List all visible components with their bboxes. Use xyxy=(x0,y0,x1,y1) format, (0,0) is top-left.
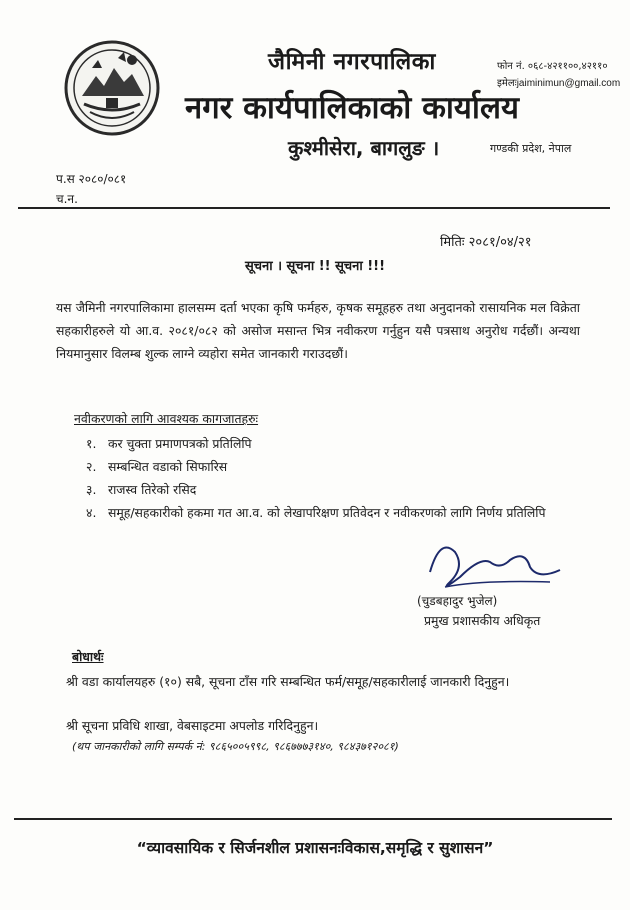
header-divider xyxy=(18,207,610,209)
footer-slogan: “व्यावसायिक र सिर्जनशील प्रशासनःविकास,समृद्धि र सुशासन” xyxy=(136,839,494,857)
list-item: ३. राजस्व तिरेको रसिद xyxy=(86,482,197,497)
letter-number: प.स २०८०/०८१ xyxy=(56,172,127,186)
reference-block xyxy=(56,169,126,209)
office-location: कुश्मीसेरा, बागलुङ । xyxy=(288,136,440,160)
list-item: ४. समूह/सहकारीको हकमा गत आ.व. को लेखापरिक्षण प्रतिवेदन र नवीकरणको लागि निर्णय प्रतिलिपि xyxy=(86,505,546,520)
notice-body: यस जैमिनी नगरपालिकामा हालसम्म दर्ता भएका कृषि फर्महरु, कृषक समूहहरु तथा अनुदानको रासायनिक मल विक्रेता सहकारीहरुले यो आ.व. २०८१/०८२ को असोज मसान्त भित्र नवीकरण गर्नुहुन यसै पत्रसाथ अनुरोध गर्दछौं। अन्यथा नियमानुसार विलम्ब शुल्क लाग्ने व्यहोरा समेत जानकारी गराउदछौं। xyxy=(56,300,580,361)
office-name: नगर कार्यपालिकाको कार्यालय xyxy=(185,90,519,126)
municipality-logo xyxy=(62,38,162,138)
letter-date: मितिः २०८१/०४/२१ xyxy=(440,235,532,250)
dispatch-number: च.न. xyxy=(56,192,78,206)
contact-block xyxy=(497,58,620,92)
footer-divider xyxy=(14,818,612,820)
province-label: गण्डकी प्रदेश, नेपाल xyxy=(490,142,572,155)
emblem-icon xyxy=(62,38,162,138)
email-address: इमेलःjaiminimun@gmail.com xyxy=(497,78,621,89)
signatory-name: (चुडबहादुर भुजेल) xyxy=(417,594,498,608)
cc-line-it: श्री सूचना प्रविधि शाखा, वेबसाइटमा अपलोड गरिदिनुहुन। xyxy=(66,718,319,733)
inquiry-contacts: (थप जानकारीको लागि सम्पर्क नं: ९८६५००५९९८, ९८६७७७३१४०, ९८४३७१२०८१) xyxy=(72,740,399,753)
cc-heading: बोधार्थः xyxy=(72,649,104,664)
phone-number: फोन नं. ०६८-४२११००,४२११० xyxy=(497,61,608,72)
list-item: २. सम्बन्धित वडाको सिफारिस xyxy=(86,459,228,474)
organization-name: जैमिनी नगरपालिका xyxy=(268,49,436,75)
cc-line-wards: श्री वडा कार्यालयहरु (१०) सबै, सूचना टाँस गरि सम्बन्धित फर्म/समूह/सहकारीलाई जानकारी दिनुहुन। xyxy=(66,674,510,689)
documents-heading: नवीकरणको लागि आवश्यक कागजातहरुः xyxy=(74,411,259,426)
notice-title: सूचना । सूचना !! सूचना !!! xyxy=(244,259,386,274)
list-item: १. कर चुक्ता प्रमाणपत्रको प्रतिलिपि xyxy=(86,436,252,451)
signatory-title: प्रमुख प्रशासकीय अधिकृत xyxy=(424,613,541,628)
documents-list xyxy=(86,432,582,524)
